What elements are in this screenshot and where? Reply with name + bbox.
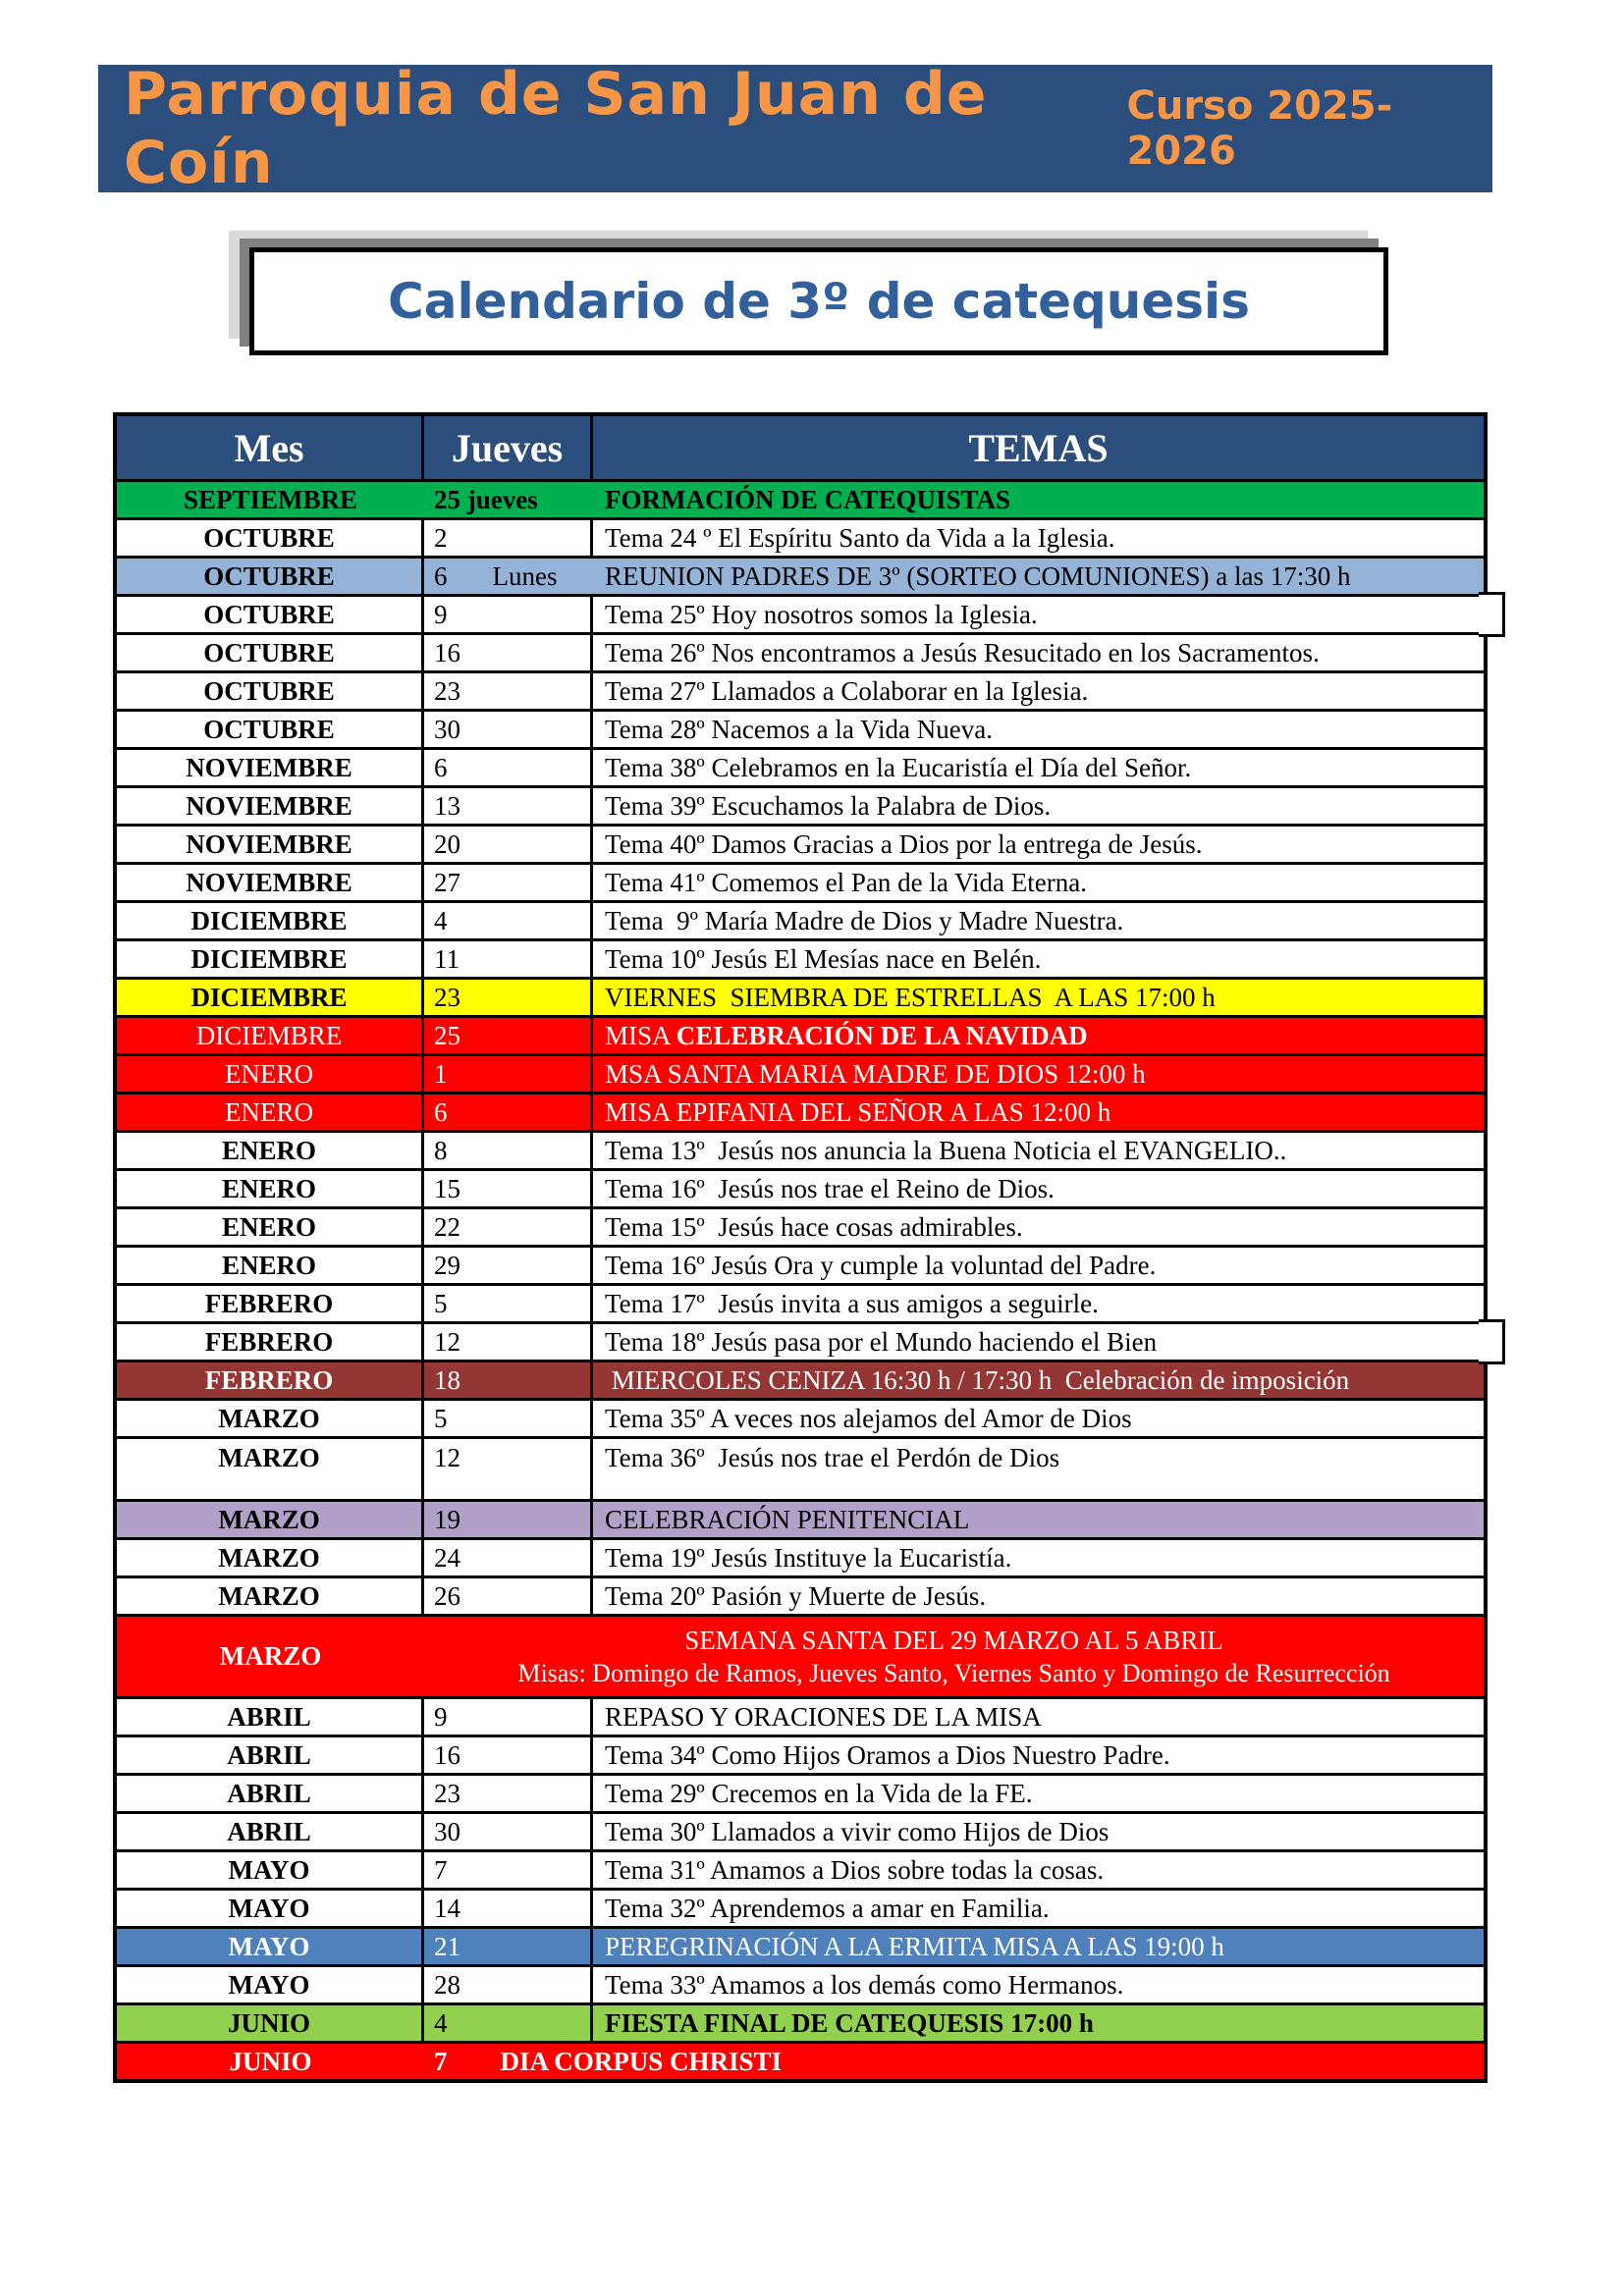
table-row [117, 1130, 1484, 1168]
theme-text: Tema 36º Jesús nos trae el Perdón de Dios [605, 1443, 1060, 1472]
month-cell: NOVIEMBRE [117, 788, 424, 824]
table-row [117, 1168, 1484, 1206]
day-cell: 5 [424, 1401, 593, 1436]
day-cell: 7 [424, 1852, 593, 1888]
theme-cell [593, 559, 1484, 594]
month-cell: ABRIL [117, 1699, 424, 1735]
theme-cell [593, 2005, 1484, 2041]
theme-cell [593, 712, 1484, 747]
table-row [117, 709, 1484, 747]
day-cell: 7 [434, 2046, 448, 2076]
day-cell: 8 [424, 1133, 593, 1168]
theme-text: CELEBRACIÓN PENITENCIAL [605, 1504, 970, 1534]
day-cell: 13 [424, 788, 593, 824]
table-row [117, 1283, 1484, 1321]
day-cell: 14 [424, 1891, 593, 1926]
table-row [117, 632, 1484, 670]
month-cell: FEBRERO [117, 1324, 424, 1360]
day-cell: 27 [424, 865, 593, 900]
month-cell: DICIEMBRE [117, 980, 424, 1015]
month-cell: ENERO [117, 1133, 424, 1168]
day-cell: 16 [424, 635, 593, 670]
theme-cell [593, 597, 1484, 632]
table-row [117, 1360, 1484, 1398]
day-cell: 21 [424, 1929, 593, 1964]
theme-text: Tema 31º Amamos a Dios sobre todas la cosas. [605, 1854, 1105, 1885]
theme-text: Tema 27º Llamados a Colaborar en la Iglesia. [605, 675, 1089, 706]
theme-text: MSA SANTA MARIA MADRE DE DIOS 12:00 h [605, 1058, 1146, 1089]
day-cell: 23 [424, 673, 593, 709]
theme-cell [593, 1056, 1484, 1092]
theme-text: Tema 19º Jesús Instituye la Eucaristía. [605, 1542, 1012, 1573]
table-row [117, 1206, 1484, 1245]
day-note: Lunes [492, 561, 558, 591]
table-row [117, 1053, 1484, 1092]
header-jueves: Jueves [424, 416, 593, 479]
note-line-2: Misas: Domingo de Ramos, Jueves Santo, Viernes Santo y Domingo de Resurrección [517, 1658, 1390, 1687]
day-cell: 6 Lunes [434, 561, 558, 591]
day-cell: 4 [424, 903, 593, 938]
table-row [117, 1321, 1484, 1360]
theme-cell [593, 1737, 1484, 1773]
day-cell: 9 [424, 1699, 593, 1735]
theme-text: Tema 30º Llamados a vivir como Hijos de Dios [605, 1816, 1110, 1846]
theme-cell [593, 1967, 1484, 2002]
month-cell: ENERO [117, 1056, 424, 1092]
month-cell: ENERO [117, 1209, 424, 1245]
theme-text: Tema 17º Jesús invita a sus amigos a seguirle. [605, 1288, 1099, 1318]
theme-text: Tema 25º Hoy nosotros somos la Iglesia. [605, 599, 1038, 629]
theme-cell [593, 1891, 1484, 1926]
theme-cell [593, 788, 1484, 824]
theme-text: REPASO Y ORACIONES DE LA MISA [605, 1701, 1042, 1732]
day-cell: 4 [424, 2005, 593, 2041]
theme-cell [593, 1439, 1484, 1499]
theme-cell [593, 635, 1484, 670]
day-cell: 25 [424, 1018, 593, 1053]
theme-cell [593, 1324, 1484, 1360]
theme-cell [593, 750, 1484, 785]
day-cell: 2 [424, 520, 593, 556]
table-row [117, 1735, 1484, 1773]
month-cell: MARZO [117, 1502, 424, 1537]
theme-cell [593, 980, 1484, 1015]
month-cell: MAYO [117, 1852, 424, 1888]
table-row [117, 1092, 1484, 1130]
day-cell: 15 [424, 1171, 593, 1206]
theme-cell [593, 1286, 1484, 1321]
table-row [117, 1499, 1484, 1537]
table-row [117, 670, 1484, 709]
month-cell: OCTUBRE [117, 559, 424, 594]
month-cell: ENERO [117, 1171, 424, 1206]
theme-text: Tema 9º María Madre de Dios y Madre Nuestra. [605, 905, 1124, 935]
month-cell: MAYO [117, 1967, 424, 2002]
month-cell: NOVIEMBRE [117, 827, 424, 862]
day-cell: 19 [424, 1502, 593, 1537]
theme-text: Tema 13º Jesús nos anuncia la Buena Noticia el EVANGELIO.. [605, 1135, 1287, 1165]
table-row [117, 977, 1484, 1015]
theme-text: Tema 16º Jesús Ora y cumple la voluntad del Padre. [605, 1250, 1157, 1280]
theme-text: FORMACIÓN DE CATEQUISTAS [605, 484, 1011, 514]
table-row [117, 1849, 1484, 1888]
table-row [117, 1015, 1484, 1053]
month-cell: DICIEMBRE [117, 1018, 424, 1053]
day-cell: 30 [424, 1814, 593, 1849]
table-row [117, 479, 1484, 517]
table-row [117, 1245, 1484, 1283]
day-cell: 30 [424, 712, 593, 747]
month-cell: OCTUBRE [117, 712, 424, 747]
theme-cell [593, 865, 1484, 900]
parish-title: Parroquia de San Juan de Coín [124, 60, 988, 197]
theme-cell: DIA CORPUS CHRISTI [500, 2046, 783, 2076]
day-cell: 29 [424, 1248, 593, 1283]
day-cell: 24 [424, 1540, 593, 1575]
theme-text: Tema 34º Como Hijos Oramos a Dios Nuestro Padre. [605, 1739, 1170, 1770]
header-mes: Mes [117, 416, 424, 479]
month-cell: MARZO [117, 1401, 424, 1436]
theme-text: PEREGRINACIÓN A LA ERMITA MISA A LAS 19:00 h [605, 1931, 1224, 1961]
theme-cell [593, 827, 1484, 862]
table-row [117, 1537, 1484, 1575]
day-cell: 12 [424, 1439, 593, 1499]
theme-text: MISA [605, 1020, 677, 1050]
table-row [117, 1614, 1484, 1696]
table-row [117, 1773, 1484, 1811]
day-cell: 23 [424, 980, 593, 1015]
theme-text: Tema 40º Damos Gracias a Dios por la entrega de Jesús. [605, 828, 1203, 859]
table-row [117, 517, 1484, 556]
theme-cell [593, 1852, 1484, 1888]
theme-cell [593, 1018, 1484, 1053]
theme-text: Tema 32º Aprendemos a amar en Familia. [605, 1893, 1050, 1923]
day-cell: 22 [424, 1209, 593, 1245]
table-row [117, 1964, 1484, 2002]
table-row [117, 938, 1484, 977]
theme-text: MIERCOLES CENIZA 16:30 h / 17:30 h Celebración de imposición [605, 1364, 1350, 1395]
month-cell: OCTUBRE [117, 673, 424, 709]
month-cell: ABRIL [117, 1737, 424, 1773]
month-cell: NOVIEMBRE [117, 865, 424, 900]
theme-text: Tema 24 º El Espíritu Santo da Vida a la Iglesia. [605, 522, 1115, 553]
day-cell: 12 [424, 1324, 593, 1360]
day-cell: 23 [424, 1776, 593, 1811]
theme-cell [593, 520, 1484, 556]
theme-text: Tema 33º Amamos a los demás como Hermanos. [605, 1969, 1124, 2000]
merged-note-cell [424, 2044, 1484, 2079]
table-row [117, 1575, 1484, 1614]
course-year: Curso 2025- 2026 [1126, 83, 1393, 174]
day-cell: 26 [424, 1578, 593, 1614]
theme-cell [593, 482, 1484, 517]
table-row [117, 900, 1484, 938]
theme-text: FIESTA FINAL DE CATEQUESIS 17:00 h [605, 2007, 1094, 2038]
theme-cell [593, 1209, 1484, 1245]
month-cell: OCTUBRE [117, 635, 424, 670]
day-cell: 25 jueves [434, 484, 538, 514]
table-row [117, 1436, 1484, 1499]
theme-text: Tema 15º Jesús hace cosas admirables. [605, 1211, 1023, 1242]
calendar-title-box [249, 247, 1388, 355]
day-cell: 11 [424, 941, 593, 977]
day-cell: 16 [424, 1737, 593, 1773]
day-cell: 1 [424, 1056, 593, 1092]
parish-banner [98, 60, 1492, 197]
theme-text: Tema 16º Jesús nos trae el Reino de Dios. [605, 1173, 1055, 1203]
theme-text: Tema 39º Escuchamos la Palabra de Dios. [605, 790, 1052, 821]
theme-cell [593, 941, 1484, 977]
day-cell: 6 [424, 1095, 593, 1130]
month-cell: MARZO [117, 1439, 424, 1499]
month-cell: NOVIEMBRE [117, 750, 424, 785]
month-cell: MAYO [117, 1891, 424, 1926]
table-row [117, 862, 1484, 900]
merged-note-cell [424, 1617, 1484, 1696]
theme-cell [593, 1540, 1484, 1575]
table-row [117, 1811, 1484, 1849]
theme-text: Tema 29º Crecemos en la Vida de la FE. [605, 1778, 1033, 1808]
table-row [117, 556, 1484, 594]
theme-cell [593, 1095, 1484, 1130]
theme-cell [593, 1401, 1484, 1436]
table-row [117, 1696, 1484, 1735]
month-cell: MARZO [117, 1578, 424, 1614]
month-cell: JUNIO [117, 2005, 424, 2041]
day-cell: 28 [424, 1967, 593, 2002]
month-cell: ENERO [117, 1095, 424, 1130]
table-row [117, 2041, 1484, 2079]
table-row [117, 594, 1484, 632]
header-temas: TEMAS [968, 425, 1109, 470]
theme-cell [593, 1133, 1484, 1168]
table-header-row [117, 416, 1484, 479]
table-row [117, 785, 1484, 824]
theme-text: Tema 38º Celebramos en la Eucaristía el Día del Señor. [605, 752, 1192, 782]
day-cell: 20 [424, 827, 593, 862]
theme-cell [593, 1171, 1484, 1206]
month-cell: MARZO [219, 1641, 322, 1671]
month-cell: JUNIO [229, 2046, 312, 2076]
theme-text: Tema 10º Jesús El Mesías nace en Belén. [605, 943, 1042, 974]
month-cell: ABRIL [117, 1814, 424, 1849]
calendar-title: Calendario de 3º de catequesis [388, 273, 1250, 330]
month-cell: ABRIL [117, 1776, 424, 1811]
calendar-table [113, 412, 1488, 2083]
theme-cell [593, 1248, 1484, 1283]
theme-text: Tema 28º Nacemos a la Vida Nueva. [605, 714, 993, 744]
theme-text: REUNION PADRES DE 3º (SORTEO COMUNIONES) a las 17:30 h [605, 561, 1351, 591]
theme-cell [593, 1776, 1484, 1811]
month-cell: DICIEMBRE [117, 941, 424, 977]
theme-text: Tema 26º Nos encontramos a Jesús Resucitado en los Sacramentos. [605, 637, 1320, 667]
table-row [117, 824, 1484, 862]
theme-cell [593, 903, 1484, 938]
month-cell: ENERO [117, 1248, 424, 1283]
day-cell: 5 [424, 1286, 593, 1321]
month-cell: SEPTIEMBRE [183, 484, 358, 514]
month-cell: OCTUBRE [117, 597, 424, 632]
theme-cell [593, 1362, 1484, 1398]
theme-text: Tema 18º Jesús pasa por el Mundo haciendo el Bien [605, 1326, 1158, 1357]
calendar-table-body [117, 479, 1484, 2079]
month-cell: OCTUBRE [117, 520, 424, 556]
month-cell: MAYO [117, 1929, 424, 1964]
table-row [117, 747, 1484, 785]
day-cell: 9 [424, 597, 593, 632]
table-row [117, 2002, 1484, 2041]
theme-cell [593, 1578, 1484, 1614]
day-cell: 18 [424, 1362, 593, 1398]
theme-text: Tema 41º Comemos el Pan de la Vida Eterna. [605, 867, 1087, 897]
theme-text: CELEBRACIÓN DE LA NAVIDAD [676, 1020, 1088, 1050]
month-cell: DICIEMBRE [117, 903, 424, 938]
theme-cell [593, 1502, 1484, 1537]
day-cell: 6 [424, 750, 593, 785]
theme-cell [593, 1699, 1484, 1735]
month-cell: MARZO [117, 1540, 424, 1575]
theme-text: VIERNES SIEMBRA DE ESTRELLAS A LAS 17:00 h [605, 982, 1216, 1012]
theme-text: Tema 20º Pasión y Muerte de Jesús. [605, 1580, 987, 1611]
theme-cell [593, 1814, 1484, 1849]
theme-text: MISA EPIFANIA DEL SEÑOR A LAS 12:00 h [605, 1096, 1111, 1127]
table-row [117, 1926, 1484, 1964]
table-row [117, 1888, 1484, 1926]
theme-cell [593, 673, 1484, 709]
theme-cell [593, 1929, 1484, 1964]
theme-text: Tema 35º A veces nos alejamos del Amor de Dios [605, 1403, 1132, 1433]
note-line-1: SEMANA SANTA DEL 29 MARZO AL 5 ABRIL [684, 1625, 1223, 1655]
month-cell: FEBRERO [117, 1286, 424, 1321]
table-row [117, 1398, 1484, 1436]
month-cell: FEBRERO [117, 1362, 424, 1398]
